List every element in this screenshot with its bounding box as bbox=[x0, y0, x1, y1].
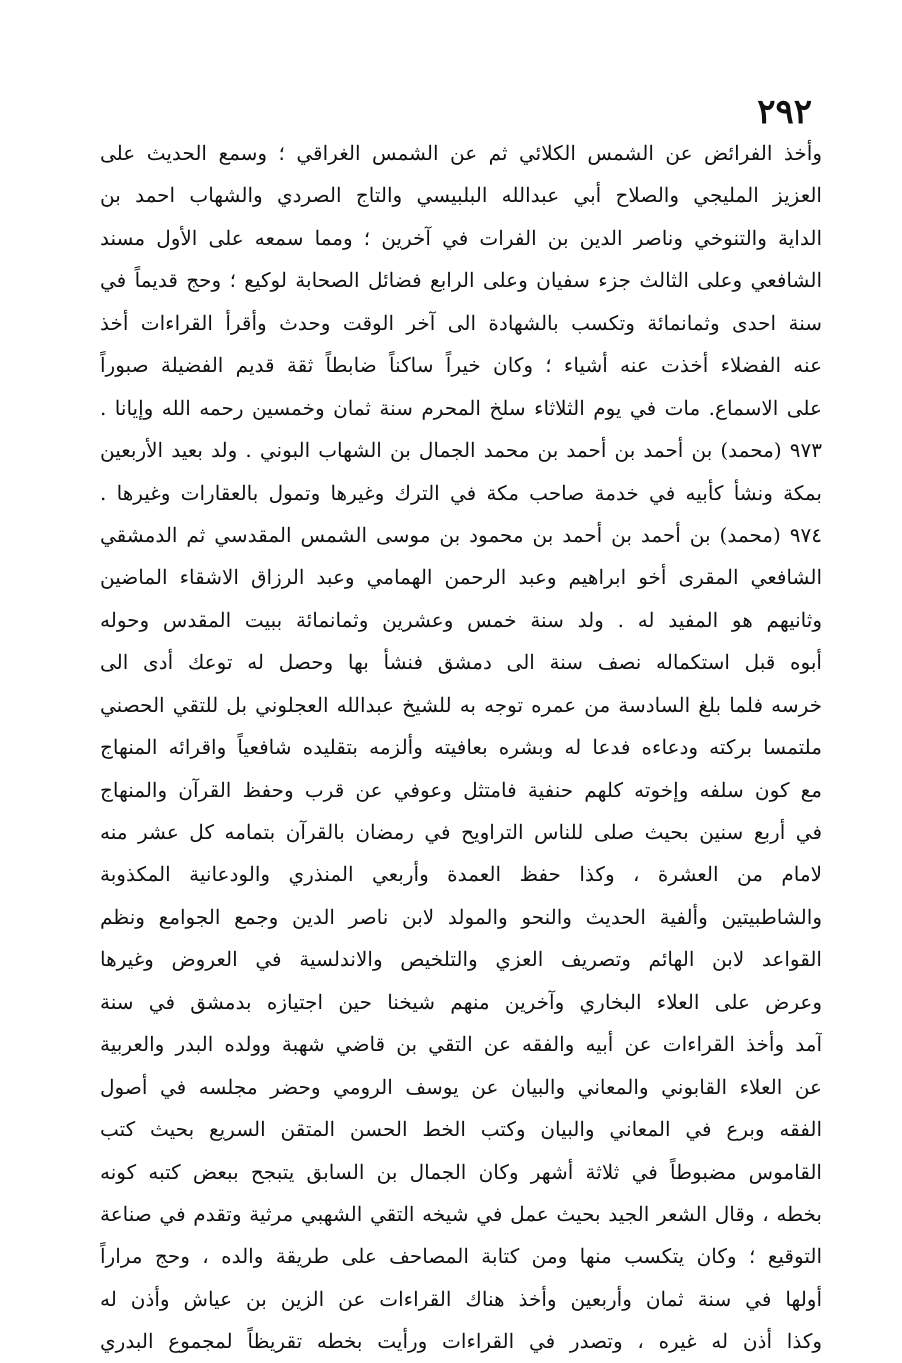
body-text bbox=[100, 132, 822, 1363]
text-line-1: وأخذ الفرائض عن الشمس الكلائي ثم عن الشمس الغراقي ؛ وسمع الحديث على bbox=[100, 141, 822, 165]
text-line-28: أولها في سنة ثمان وأربعين وأخذ هناك القراءات عن الزين بن عياش وأذن له bbox=[100, 1286, 822, 1311]
page-number: ٢٩٢ bbox=[757, 92, 812, 132]
entry-973-line-1: ٩٧٣ (محمد) بن أحمد بن أحمد بن محمد الجمال بن الشهاب البوني . ولد بعيد الأربعين bbox=[100, 438, 822, 463]
text-line-4: الشافعي وعلى الثالث جزء سفيان وعلى الرابع فضائل الصحابة لوكيع ؛ وحج قديماً في bbox=[100, 268, 822, 293]
text-line-20: القواعد لابن الهائم وتصريف العزي والتلخيص والاندلسية في العروض وغيرها bbox=[100, 947, 822, 972]
text-line-16: مع كون سلفه وإخوته كلهم حنفية فامتثل وعوفي عن قرب وحفظ القرآن والمنهاج bbox=[100, 777, 822, 802]
text-line-19: والشاطبيتين وألفية الحديث والنحو والمولد لابن ناصر الدين وجمع الجوامع ونظم bbox=[100, 904, 822, 929]
text-line-5: سنة احدى وثمانمائة وتكسب بالشهادة الى آخر الوقت وحدث وأقرأ القراءات أخذ bbox=[100, 310, 822, 335]
text-line-17: في أربع سنين بحيث صلى للناس التراويح في رمضان بالقرآن بتمامه كل عشر منه bbox=[100, 820, 822, 844]
entry-973-line-2: بمكة ونشأ كأبيه في خدمة صاحب مكة في الترك وغيرها وتمول بالعقارات وغيرها . bbox=[100, 480, 822, 505]
text-line-23: عن العلاء القابوني والمعاني والبيان عن يوسف الرومي وحضر مجلسه في أصول bbox=[100, 1074, 822, 1099]
text-line-25: القاموس مضبوطاً في ثلاثة أشهر وكان الجمال بن السابق يتبجح ببعض كتبه كونه bbox=[100, 1159, 822, 1184]
text-line-29: وكذا أذن له غيره ، وتصدر في القراءات ورأيت بخطه تقريظاً لمجموع البدري bbox=[100, 1329, 822, 1354]
text-line-11: الشافعي المقرى أخو ابراهيم وعبد الرحمن الهمامي وعبد الرزاق الاشقاء الماضين bbox=[100, 565, 822, 590]
text-line-12: وثانيهم هو المفيد له . ولد سنة خمس وعشرين وثمانمائة ببيت المقدس وحوله bbox=[100, 607, 822, 632]
text-line-22: آمد وأخذ القراءات عن أبيه والفقه عن التقي بن قاضي شهبة وولده البدر والعربية bbox=[100, 1032, 822, 1057]
text-line-26: بخطه ، وقال الشعر الجيد بحيث عمل في شيخه التقي الشهبي مرثية وتقدم في صناعة bbox=[100, 1201, 822, 1226]
text-line-2: العزيز المليجي والصلاح أبي عبدالله البلبيسي والتاج الصردي والشهاب احمد بن bbox=[100, 183, 822, 208]
text-line-13: أبوه قبل استكماله نصف سنة الى دمشق فنشأ بها وحصل له توعك أدى الى bbox=[100, 650, 822, 675]
text-line-6: عنه الفضلاء أخذت عنه أشياء ؛ وكان خيراً ساكناً ضابطاً ثقة قديم الفضيلة صبوراً bbox=[100, 353, 822, 378]
text-line-15: ملتمسا بركته ودعاءه فدعا له وبشره بعافيته وألزمه بتقليده شافعياً واقرائه المنهاج bbox=[100, 735, 822, 760]
text-line-24: الفقه وبرع في المعاني والبيان وكتب الخط الحسن المتقن السريع بحيث كتب bbox=[100, 1117, 822, 1142]
entry-974-line-1: ٩٧٤ (محمد) بن أحمد بن أحمد بن محمود بن موسى الشمس المقدسي ثم الدمشقي bbox=[100, 522, 822, 547]
text-line-18: لامام من العشرة ، وكذا حفظ العمدة وأربعي المنذري والودعانية المكذوبة bbox=[100, 862, 822, 887]
text-line-27: التوقيع ؛ وكان يتكسب منها ومن كتابة المصاحف على طريقة والده ، وحج مراراً bbox=[100, 1244, 822, 1269]
text-line-3: الداية والتنوخي وناصر الدين بن الفرات في آخرين ؛ ومما سمعه على الأول مسند bbox=[100, 225, 822, 250]
text-line-7: على الاسماع. مات في يوم الثلاثاء سلخ المحرم سنة ثمان وخمسين رحمه الله وإيانا . bbox=[100, 395, 822, 420]
text-line-14: خرسه فلما بلغ السادسة من عمره توجه به للشيخ عبدالله العجلوني بل للتقي الحصني bbox=[100, 692, 822, 717]
text-line-21: وعرض على العلاء البخاري وآخرين منهم شيخنا حين اجتيازه بدمشق في سنة bbox=[100, 989, 822, 1014]
